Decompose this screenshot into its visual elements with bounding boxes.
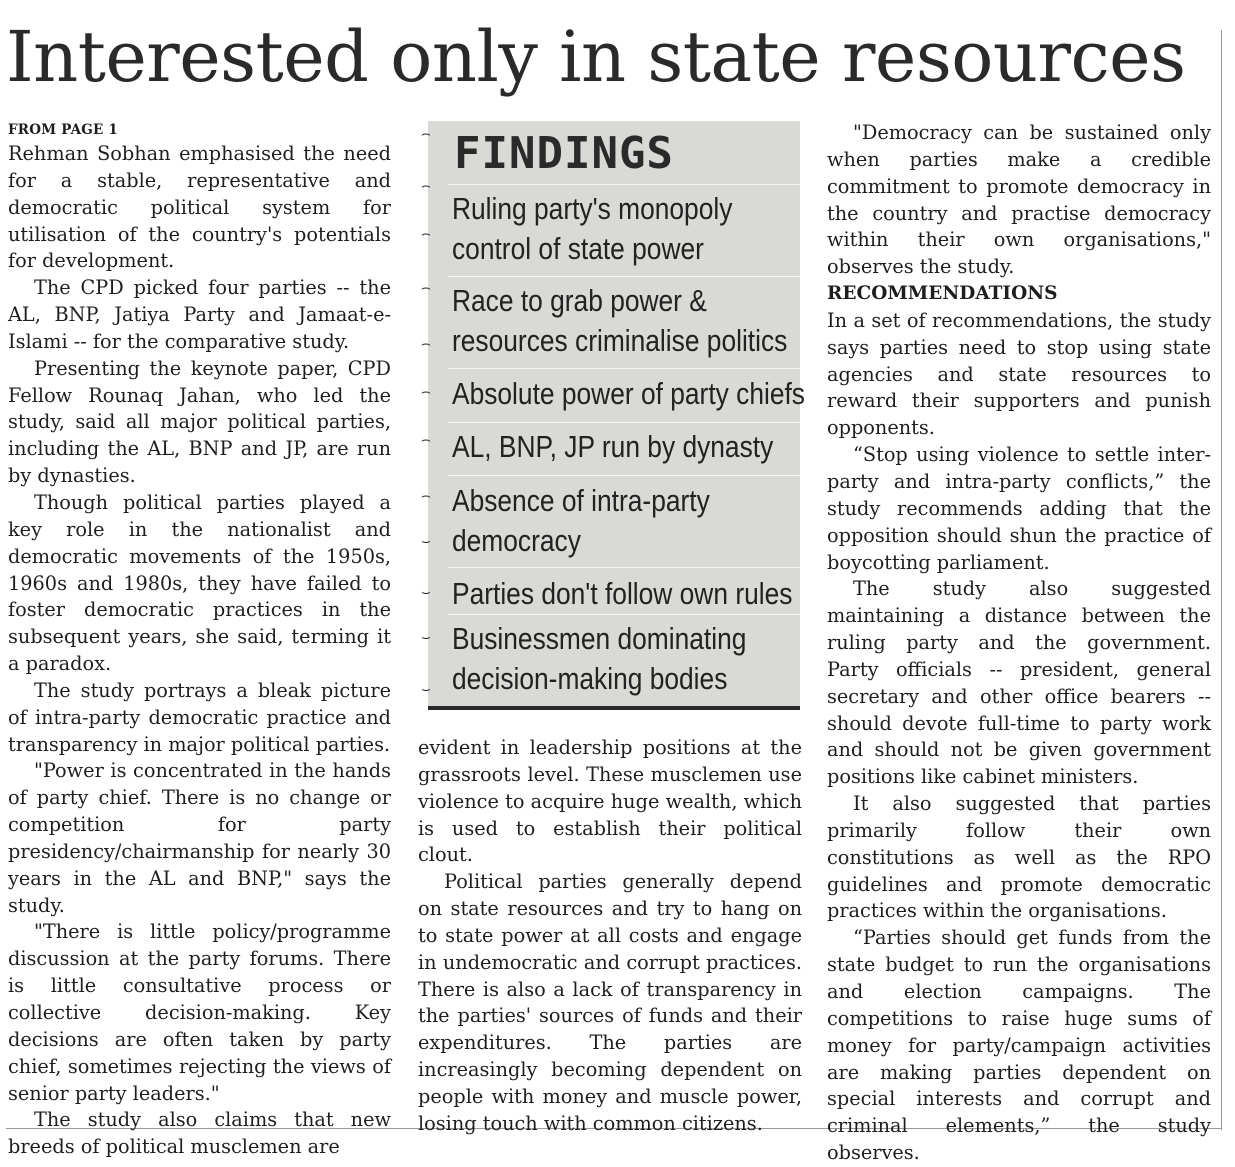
paragraph: "Democracy can be sustained only when parties make a credible commitment to promote democracy in the country and practise democracy within their own organisations," observes the study. <box>827 121 1211 279</box>
paragraph: evident in leadership positions at the grassroots level. These musclemen use violence to acquire huge wealth, which is used to establish their political clout. <box>418 736 802 867</box>
curl-ornament-icon: ⌢ <box>421 124 431 142</box>
curl-ornament-icon: ⌣ <box>421 583 431 601</box>
finding-item-7 <box>452 619 746 699</box>
finding-text: Ruling party's monopoly <box>452 191 733 226</box>
paragraph: Political parties generally depend on state resources and try to hang on to state power at all costs and engage in undemocratic and corrupt practices. There is also a lack of transparency in the parties' sources of funds and their expenditures. The parties are increasingly becoming dependent on people with money and muscle power, losing touch with common citizens. <box>418 870 802 1135</box>
findings-title: FINDINGS <box>454 128 674 179</box>
findings-divider <box>448 276 800 277</box>
finding-text: Race to grab power & <box>452 283 707 318</box>
curl-ornament-icon: ⌢ <box>421 334 431 352</box>
finding-text: AL, BNP, JP run by dynasty <box>452 429 774 464</box>
article-column-2 <box>418 735 802 1138</box>
paragraph: The study portrays a bleak picture of intra-party democratic practice and transparency in major political parties. <box>8 678 391 756</box>
findings-divider <box>448 184 800 185</box>
column-rule <box>1221 30 1222 1130</box>
finding-item-3 <box>452 374 805 414</box>
paragraph: “Parties should get funds from the state budget to run the organisations and election campaigns. The competitions to raise huge sums of money for party/campaign activities are making parties dependent on special interests and corrupt and criminal elements,” the study observes. <box>827 926 1211 1165</box>
paragraph: "There is little policy/programme discussion at the party forums. There is little consultative process or collective decision-making. Key decisions are often taken by party chief, sometimes rejecting the views of senior party leaders." <box>8 920 391 1105</box>
findings-divider <box>448 368 800 369</box>
finding-item-2 <box>452 281 788 361</box>
curl-ornament-icon: ⌣ <box>421 680 431 698</box>
finding-item-1 <box>452 189 746 269</box>
article-column-1 <box>8 120 391 1161</box>
curl-ornament-icon: ⌢ <box>421 382 431 400</box>
findings-divider <box>448 475 800 476</box>
findings-divider <box>448 422 800 423</box>
paragraph: It also suggested that parties primarily follow their own constitutions as well as the RPO guidelines and promote democratic practices within the organisations. <box>827 792 1211 923</box>
finding-item-4 <box>452 427 774 467</box>
curl-ornament-icon: ⌢ <box>421 486 431 504</box>
finding-text: decision-making bodies <box>452 661 728 696</box>
paragraph: Rehman Sobhan emphasised the need for a stable, representative and democratic political system for utilisation of the country's potentials for development. <box>8 142 391 273</box>
finding-text: democracy <box>452 523 581 558</box>
paragraph: "Power is concentrated in the hands of party chief. There is no change or competition for party presidency/chairmanship for nearly 30 years in the AL and BNP," says the study. <box>8 759 391 917</box>
article-column-3 <box>827 120 1211 1167</box>
finding-text: Businessmen dominating <box>452 621 747 656</box>
finding-text: Absolute power of party chiefs <box>452 376 805 411</box>
curl-ornament-icon: ⌢ <box>421 430 431 448</box>
paragraph: The CPD picked four parties -- the AL, BNP, Jatiya Party and Jamaat-e-Islami -- for the comparative study. <box>8 276 391 353</box>
paragraph: In a set of recommendations, the study says parties need to stop using state agencies and state resources to reward their supporters and punish opponents. <box>827 308 1211 440</box>
paragraph: “Stop using violence to settle inter-party and intra-party conflicts,” the study recommends adding that the opposition should shun the practice of boycotting parliament. <box>827 443 1211 574</box>
finding-item-5 <box>452 481 746 561</box>
paragraph: Presenting the keynote paper, CPD Fellow Rounaq Jahan, who led the study, said all major political parties, including the AL, BNP and JP, are run by dynasties. <box>8 356 391 488</box>
findings-box-bottom-rule <box>428 706 800 710</box>
recommendations-heading: RECOMMENDATIONS <box>827 283 1058 305</box>
curl-ornament-icon: ⌢ <box>421 224 431 242</box>
curl-ornament-icon: ⌢ <box>421 176 431 194</box>
dateline: FROM PAGE 1 <box>8 122 118 138</box>
curl-ornament-icon: ⌣ <box>421 628 431 646</box>
paragraph: Though political parties played a key role in the nationalist and democratic movements of the 1950s, 1960s and 1980s, they have failed to foster democratic practices in the subsequent years, she said, terming it a paradox. <box>8 490 391 676</box>
finding-text: control of state power <box>452 231 704 266</box>
findings-divider <box>448 614 800 615</box>
paragraph: The study also claims that new breeds of political musclemen are <box>8 1108 391 1159</box>
curl-ornament-icon: ⌣ <box>421 532 431 550</box>
finding-text: Absence of intra-party <box>452 483 710 518</box>
findings-divider <box>448 567 800 568</box>
finding-item-6 <box>452 574 793 614</box>
finding-text: resources criminalise politics <box>452 323 788 358</box>
curl-ornament-icon: ⌢ <box>421 278 431 296</box>
paragraph: The study also suggested maintaining a distance between the ruling party and the government. Party officials -- president, general secretary and other office bearers -- should devote full-time to party work and should not be given government positions like cabinet ministers. <box>827 577 1211 789</box>
headline: Interested only in state resources <box>6 16 1186 98</box>
finding-text: Parties don't follow own rules <box>452 576 793 611</box>
